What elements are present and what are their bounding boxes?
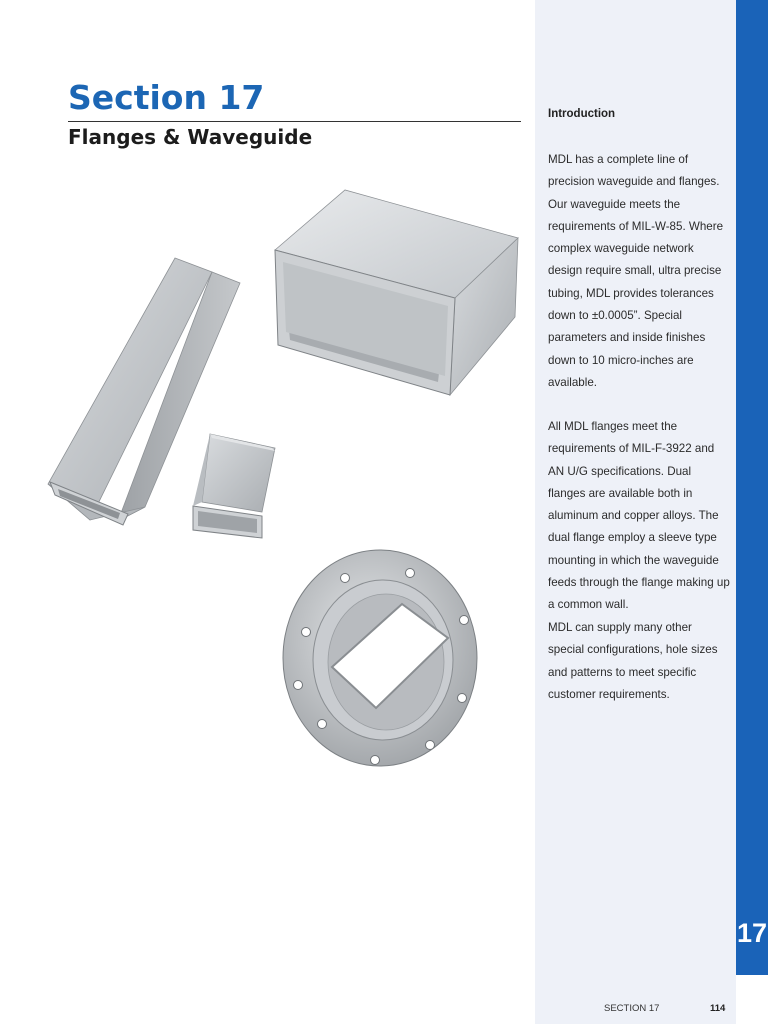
intro-paragraph-1: MDL has a complete line of precision waveguide and flanges. Our waveguide meets the requirements of MIL-W-85. Where complex waveguide network design require small, ultra precise tubing, MDL provides tolerances down to ±0.0005”. Special parameters and inside finishes down to 10 micro-inches are available. xyxy=(548,153,724,389)
short-waveguide-image xyxy=(193,434,275,538)
page-subtitle: Flanges & Waveguide xyxy=(68,125,313,149)
footer-section-label: SECTION 17 xyxy=(604,1003,660,1014)
intro-paragraph-2: All MDL flanges meet the requirements of MIL-F-3922 and AN U/G specifications. Dual flanges are available both in aluminum and copper alloys. The dual flange employ a sleeve type mounting in which the waveguide feeds through the flange making up a common wall. xyxy=(548,420,730,612)
flange-image xyxy=(283,550,477,766)
page-title: Section 17 xyxy=(68,78,265,117)
intro-heading: Introduction xyxy=(548,108,616,120)
large-waveguide-image xyxy=(275,190,518,395)
section-tab xyxy=(736,0,768,975)
footer-page-number: 114 xyxy=(710,1003,726,1014)
intro-paragraph-3: MDL can supply many other special configurations, hole sizes and patterns to meet specific customer requirements. xyxy=(548,621,718,701)
section-tab-number: 17 xyxy=(736,918,768,948)
